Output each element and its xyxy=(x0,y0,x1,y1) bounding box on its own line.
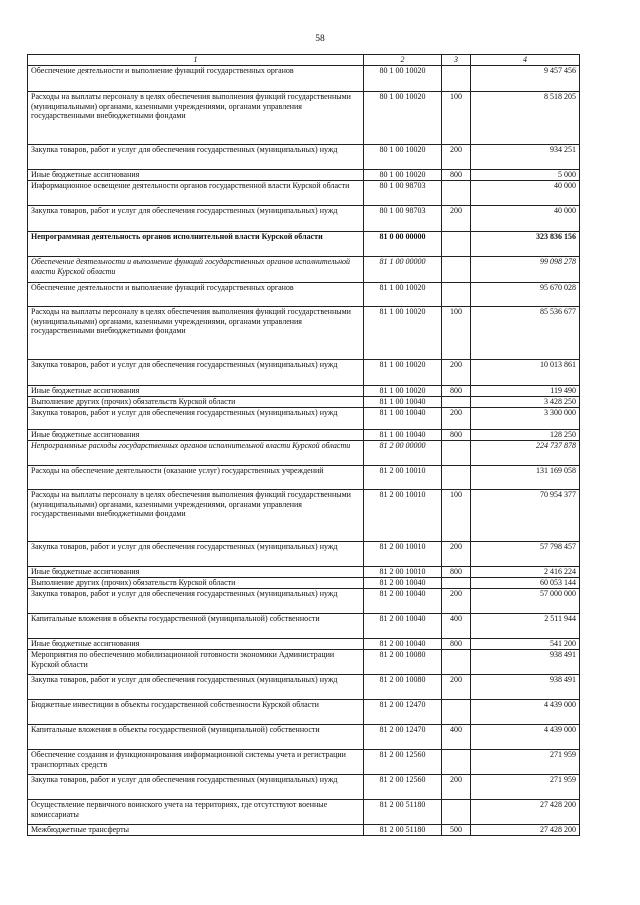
cell-code: 81 2 00 10040 xyxy=(364,639,442,650)
header-col-4: 4 xyxy=(471,55,580,66)
cell-code: 81 1 00 00000 xyxy=(364,257,442,283)
cell-sum: 99 098 278 xyxy=(471,257,580,283)
header-col-1: 1 xyxy=(28,55,364,66)
table-row xyxy=(28,408,580,430)
cell-sum: 95 670 028 xyxy=(471,283,580,307)
cell-kind xyxy=(442,181,471,206)
table-row xyxy=(28,170,580,181)
table-row xyxy=(28,589,580,614)
table-row xyxy=(28,145,580,170)
table-row xyxy=(28,283,580,307)
table-row xyxy=(28,725,580,750)
cell-sum: 3 300 000 xyxy=(471,408,580,430)
cell-name: Обеспечение деятельности и выполнение функций государственных органов исполнительной власти Курской области xyxy=(28,257,364,283)
cell-kind: 100 xyxy=(442,307,471,360)
cell-name: Закупка товаров, работ и услуг для обеспечения государственных (муниципальных) нужд xyxy=(28,589,364,614)
header-col-3: 3 xyxy=(442,55,471,66)
cell-code: 81 2 00 12560 xyxy=(364,775,442,800)
cell-kind: 800 xyxy=(442,430,471,441)
table-row xyxy=(28,360,580,386)
cell-sum: 27 428 200 xyxy=(471,800,580,825)
cell-kind xyxy=(442,650,471,675)
cell-sum: 938 491 xyxy=(471,675,580,700)
table-row xyxy=(28,397,580,408)
table-row xyxy=(28,92,580,145)
cell-code: 81 0 00 00000 xyxy=(364,232,442,257)
cell-name: Закупка товаров, работ и услуг для обеспечения государственных (муниципальных) нужд xyxy=(28,675,364,700)
cell-kind xyxy=(442,257,471,283)
cell-kind xyxy=(442,578,471,589)
cell-kind: 800 xyxy=(442,386,471,397)
table-row xyxy=(28,775,580,800)
cell-kind: 400 xyxy=(442,725,471,750)
cell-kind xyxy=(442,750,471,775)
table-row xyxy=(28,639,580,650)
cell-kind: 400 xyxy=(442,614,471,639)
cell-code: 81 2 00 12470 xyxy=(364,700,442,725)
cell-code: 80 1 00 10020 xyxy=(364,92,442,145)
cell-kind: 800 xyxy=(442,170,471,181)
table-row xyxy=(28,750,580,775)
cell-sum: 3 428 250 xyxy=(471,397,580,408)
header-col-2: 2 xyxy=(364,55,442,66)
cell-name: Капитальные вложения в объекты государственной (муниципальной) собственности xyxy=(28,725,364,750)
cell-name: Закупка товаров, работ и услуг для обеспечения государственных (муниципальных) нужд xyxy=(28,206,364,232)
cell-sum: 2 511 944 xyxy=(471,614,580,639)
cell-sum: 131 169 058 xyxy=(471,466,580,490)
cell-sum: 541 200 xyxy=(471,639,580,650)
table-row xyxy=(28,578,580,589)
cell-kind: 200 xyxy=(442,775,471,800)
cell-code: 81 2 00 10040 xyxy=(364,578,442,589)
cell-kind xyxy=(442,700,471,725)
cell-code: 81 1 00 10020 xyxy=(364,360,442,386)
cell-code: 81 2 00 10040 xyxy=(364,614,442,639)
cell-code: 81 1 00 10020 xyxy=(364,307,442,360)
cell-name: Закупка товаров, работ и услуг для обеспечения государственных (муниципальных) нужд xyxy=(28,145,364,170)
cell-sum: 224 737 878 xyxy=(471,441,580,466)
table-row xyxy=(28,650,580,675)
cell-sum: 40 000 xyxy=(471,181,580,206)
table-row xyxy=(28,206,580,232)
table-row xyxy=(28,307,580,360)
cell-kind: 200 xyxy=(442,145,471,170)
cell-kind xyxy=(442,466,471,490)
cell-sum: 4 439 000 xyxy=(471,725,580,750)
cell-sum: 27 428 200 xyxy=(471,825,580,836)
cell-code: 81 2 00 10010 xyxy=(364,542,442,567)
cell-name: Непрограммные расходы государственных органов исполнительной власти Курской области xyxy=(28,441,364,466)
cell-kind: 800 xyxy=(442,567,471,578)
cell-code: 81 2 00 10080 xyxy=(364,650,442,675)
table-row xyxy=(28,825,580,836)
cell-kind: 100 xyxy=(442,92,471,145)
table-row xyxy=(28,490,580,542)
cell-kind: 200 xyxy=(442,408,471,430)
cell-code: 80 1 00 98703 xyxy=(364,206,442,232)
cell-sum: 10 013 861 xyxy=(471,360,580,386)
cell-name: Иные бюджетные ассигнования xyxy=(28,639,364,650)
cell-name: Расходы на выплаты персоналу в целях обеспечения выполнения функций государственными (муниципальными) органами, казенными учреждениями, органами управления государственными внебюджетными фондами xyxy=(28,92,364,145)
cell-name: Обеспечение создания и функционирования информационной системы учета и регистрации транспортных средств xyxy=(28,750,364,775)
cell-code: 81 2 00 10010 xyxy=(364,567,442,578)
cell-name: Закупка товаров, работ и услуг для обеспечения государственных (муниципальных) нужд xyxy=(28,360,364,386)
cell-kind: 200 xyxy=(442,360,471,386)
cell-kind: 800 xyxy=(442,639,471,650)
cell-code: 80 1 00 10020 xyxy=(364,145,442,170)
cell-name: Обеспечение деятельности и выполнение функций государственных органов xyxy=(28,283,364,307)
cell-kind: 500 xyxy=(442,825,471,836)
cell-sum: 57 000 000 xyxy=(471,589,580,614)
cell-sum: 934 251 xyxy=(471,145,580,170)
cell-sum: 5 000 xyxy=(471,170,580,181)
table-row xyxy=(28,542,580,567)
cell-kind xyxy=(442,800,471,825)
cell-code: 81 2 00 00000 xyxy=(364,441,442,466)
cell-code: 81 1 00 10040 xyxy=(364,397,442,408)
table-row xyxy=(28,232,580,257)
cell-sum: 4 439 000 xyxy=(471,700,580,725)
table-row xyxy=(28,700,580,725)
cell-code: 81 1 00 10020 xyxy=(364,283,442,307)
cell-sum: 323 836 156 xyxy=(471,232,580,257)
cell-code: 81 2 00 10080 xyxy=(364,675,442,700)
table-row xyxy=(28,257,580,283)
cell-code: 81 2 00 51180 xyxy=(364,800,442,825)
cell-kind: 200 xyxy=(442,589,471,614)
cell-kind: 100 xyxy=(442,490,471,542)
cell-code: 81 1 00 10040 xyxy=(364,430,442,441)
cell-sum: 40 000 xyxy=(471,206,580,232)
cell-sum: 70 954 377 xyxy=(471,490,580,542)
cell-sum: 60 053 144 xyxy=(471,578,580,589)
cell-name: Иные бюджетные ассигнования xyxy=(28,170,364,181)
cell-sum: 119 490 xyxy=(471,386,580,397)
cell-name: Информационное освещение деятельности органов государственной власти Курской области xyxy=(28,181,364,206)
cell-name: Межбюджетные трансферты xyxy=(28,825,364,836)
cell-name: Расходы на выплаты персоналу в целях обеспечения выполнения функций государственными (муниципальными) органами, казенными учреждениями, органами управления государственными внебюджетными фондами xyxy=(28,490,364,542)
header-row xyxy=(28,55,580,66)
cell-sum: 271 959 xyxy=(471,750,580,775)
cell-name: Иные бюджетные ассигнования xyxy=(28,430,364,441)
cell-code: 81 2 00 12470 xyxy=(364,725,442,750)
table-row xyxy=(28,466,580,490)
cell-code: 81 2 00 10010 xyxy=(364,490,442,542)
page-number: 58 xyxy=(315,34,325,44)
cell-sum: 271 959 xyxy=(471,775,580,800)
cell-code: 80 1 00 10020 xyxy=(364,66,442,92)
cell-code: 81 2 00 51180 xyxy=(364,825,442,836)
cell-code: 81 2 00 10010 xyxy=(364,466,442,490)
table-row xyxy=(28,614,580,639)
budget-table xyxy=(27,54,580,836)
cell-name: Иные бюджетные ассигнования xyxy=(28,386,364,397)
cell-name: Расходы на выплаты персоналу в целях обеспечения выполнения функций государственными (муниципальными) органами, казенными учреждениями, органами управления государственными внебюджетными фондами xyxy=(28,307,364,360)
cell-name: Иные бюджетные ассигнования xyxy=(28,567,364,578)
cell-kind xyxy=(442,66,471,92)
cell-sum: 8 518 205 xyxy=(471,92,580,145)
cell-sum: 85 536 677 xyxy=(471,307,580,360)
cell-name: Осуществление первичного воинского учета на территориях, где отсутствуют военные комиссариаты xyxy=(28,800,364,825)
cell-code: 80 1 00 98703 xyxy=(364,181,442,206)
cell-name: Непрограммная деятельность органов исполнительной власти Курской области xyxy=(28,232,364,257)
table-row xyxy=(28,675,580,700)
table-row xyxy=(28,800,580,825)
cell-kind xyxy=(442,232,471,257)
cell-kind xyxy=(442,283,471,307)
cell-sum: 938 491 xyxy=(471,650,580,675)
table-row xyxy=(28,430,580,441)
cell-name: Закупка товаров, работ и услуг для обеспечения государственных (муниципальных) нужд xyxy=(28,775,364,800)
cell-code: 81 1 00 10040 xyxy=(364,408,442,430)
cell-name: Закупка товаров, работ и услуг для обеспечения государственных (муниципальных) нужд xyxy=(28,542,364,567)
cell-sum: 57 798 457 xyxy=(471,542,580,567)
cell-code: 81 1 00 10020 xyxy=(364,386,442,397)
table-row xyxy=(28,386,580,397)
cell-sum: 2 416 224 xyxy=(471,567,580,578)
cell-code: 81 2 00 12560 xyxy=(364,750,442,775)
cell-kind xyxy=(442,397,471,408)
cell-kind: 200 xyxy=(442,675,471,700)
cell-name: Капитальные вложения в объекты государственной (муниципальной) собственности xyxy=(28,614,364,639)
table-row xyxy=(28,441,580,466)
cell-name: Расходы на обеспечение деятельности (оказание услуг) государственных учреждений xyxy=(28,466,364,490)
cell-name: Мероприятия по обеспечению мобилизационной готовности экономики Администрации Курской области xyxy=(28,650,364,675)
table-body xyxy=(28,66,580,836)
cell-kind: 200 xyxy=(442,206,471,232)
cell-name: Бюджетные инвестиции в объекты государственной собственности Курской области xyxy=(28,700,364,725)
table-row xyxy=(28,181,580,206)
cell-name: Выполнение других (прочих) обязательств Курской области xyxy=(28,397,364,408)
cell-code: 81 2 00 10040 xyxy=(364,589,442,614)
cell-sum: 128 250 xyxy=(471,430,580,441)
cell-kind xyxy=(442,441,471,466)
cell-name: Выполнение других (прочих) обязательств Курской области xyxy=(28,578,364,589)
cell-code: 80 1 00 10020 xyxy=(364,170,442,181)
cell-sum: 9 457 456 xyxy=(471,66,580,92)
cell-kind: 200 xyxy=(442,542,471,567)
cell-name: Закупка товаров, работ и услуг для обеспечения государственных (муниципальных) нужд xyxy=(28,408,364,430)
table-row xyxy=(28,567,580,578)
table-row xyxy=(28,66,580,92)
cell-name: Обеспечение деятельности и выполнение функций государственных органов xyxy=(28,66,364,92)
